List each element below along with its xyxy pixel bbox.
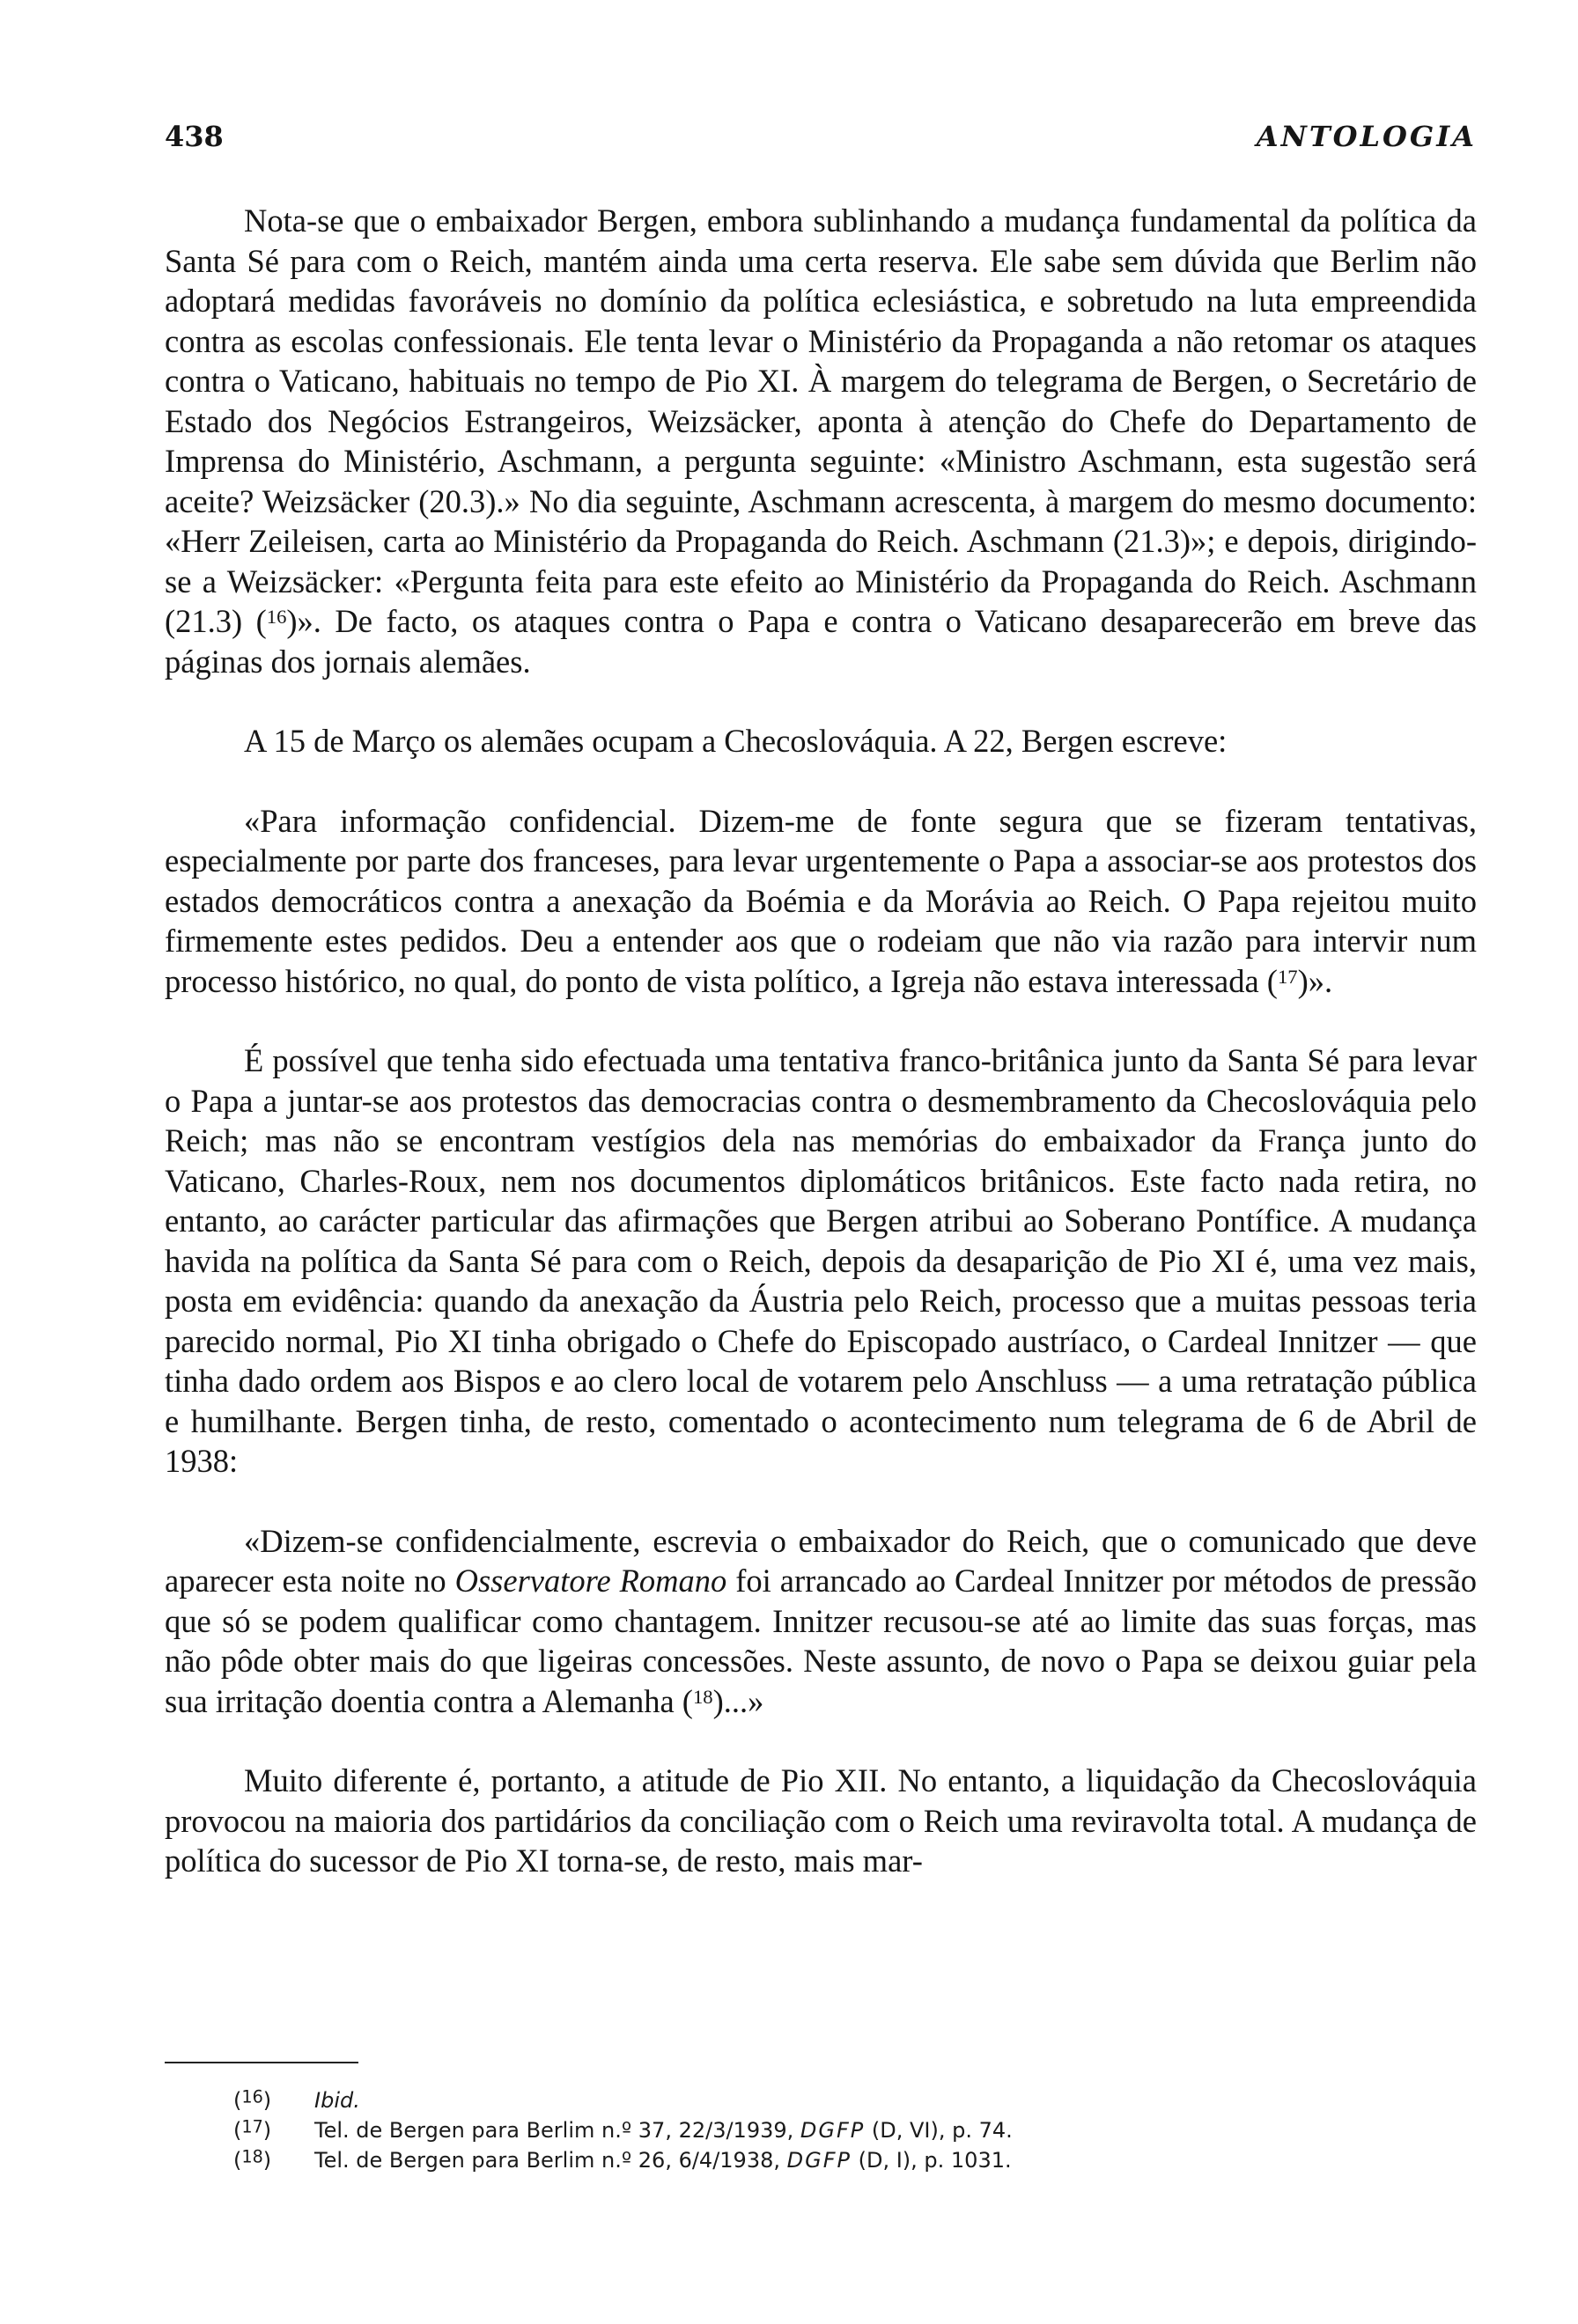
quote-2 [165,1521,1477,1722]
footnote-separator [165,2062,358,2063]
footnote-text-post: (D, VI), p. 74. [865,2118,1013,2143]
footnote-mark-close: ) [262,2088,272,2113]
footnote-17 [233,2115,1378,2145]
paragraph-1-text-a: Nota-se que o embaixador Bergen, embora sublinhando a mudança fundamental da política da Santa Sé para com o Reich, mantém ainda uma certa reserva. Ele sabe sem dúvida que Berlim não adoptará medidas favoráveis no domínio da política eclesiástica, e sobretudo na luta empreendida contra as escolas confessionais. Ele tenta levar o Ministério da Propaganda a não retomar os ataques contra o Vaticano, habituais no tempo de Pio XI. À margem do telegrama de Bergen, o Secretário de Estado dos Negócios Estrangeiros, Weizsäcker, aponta à atenção do Chefe do Departamento de Imprensa do Ministério, Aschmann, a pergunta seguinte: «Ministro Aschmann, esta sugestão será aceite? Weizsäcker (20.3).» No dia seguinte, Aschmann acrescenta, à margem do mesmo documento: «Herr Zeileisen, carta ao Ministério da Propaganda do Reich. Aschmann (21.3)»; e depois, dirigindo-se a Weizsäcker: «Pergunta feita para este efeito ao Ministério da Propaganda do Reich. Aschmann (21.3) ( [165,202,1477,639]
footnote-mark-open: ( [233,2118,242,2143]
footnote-source-title: DGFP [786,2148,852,2173]
footnote-mark-number: 18 [241,2146,263,2167]
footnote-source-title: DGFP [800,2118,866,2143]
footnote-mark-open: ( [233,2148,242,2173]
running-title: ANTOLOGIA [1256,120,1477,153]
footnote-mark [233,2115,314,2145]
footnote-16 [233,2085,1378,2115]
footnote-text-pre: Tel. de Bergen para Berlim n.º 37, 22/3/1939, [314,2118,800,2143]
footnote-text [314,2118,1013,2143]
body-text [165,201,1477,1881]
footnote-text [314,2088,360,2113]
footnotes [233,2085,1378,2175]
quote-2-text-a: «Dizem-se confidencialmente, escrevia o embaixador do Reich, que o comunicado que deve aparecer esta noite no [165,1522,1477,1599]
footnote-mark-close: ) [262,2118,272,2143]
paragraph-1-text-b: )». De facto, os ataques contra o Papa e contra o Vaticano desaparecerão em breve das páginas dos jornais alemães. [165,603,1477,680]
footnote-mark-number: 17 [241,2116,263,2137]
footnote-ibid: Ibid. [314,2088,360,2113]
footnote-text-pre: Tel. de Bergen para Berlim n.º 26, 6/4/1938, [314,2148,787,2173]
quote-1 [165,801,1477,1002]
footnote-ref-16: 16 [266,605,287,628]
paragraph-1 [165,201,1477,681]
paragraph-6: Muito diferente é, portanto, a atitude de Pio XII. No entanto, a liquidação da Checoslováquia provocou na maioria dos partidários da conciliação com o Reich uma reviravolta total. A mudança de política do sucessor de Pio XI torna-se, de resto, mais mar- [165,1762,1477,1879]
quote-2-text-b: foi arrancado ao Cardeal Innitzer por métodos de pressão que só se podem qualificar como chantagem. Innitzer recusou-se até ao limite das suas forças, mas não pôde obter mais do que ligeiras concessões. Neste assunto, de novo o Papa se deixou guiar pela sua irritação doentia contra a Alemanha ( [165,1563,1477,1719]
footnote-text-post: (D, I), p. 1031. [851,2148,1012,2173]
quote-2-text-c: )...» [712,1682,764,1719]
page-header [165,120,1477,164]
footnote-text [314,2148,1012,2173]
footnote-ref-18: 18 [692,1685,713,1708]
paragraph-2: A 15 de Março os alemães ocupam a Checoslováquia. A 22, Bergen escreve: [244,723,1228,759]
paragraph-4: É possível que tenha sido efectuada uma tentativa franco-britânica junto da Santa Sé para levar o Papa a juntar-se aos protestos das democracias contra o desmembramento da Checoslováquia pelo Reich; mas não se encontram vestígios dela nas memórias do embaixador da França junto do Vaticano, Charles-Roux, nem nos documentos diplomáticos britânicos. Este facto nada retira, no entanto, ao carácter particular das afirmações que Bergen atribui ao Soberano Pontífice. A mudança havida na política da Santa Sé para com o Reich, depois da desaparição de Pio XI é, uma vez mais, posta em evidência: quando da anexação da Áustria pelo Reich, processo que a muitas pessoas teria parecido normal, Pio XI tinha obrigado o Chefe do Episcopado austríaco, o Cardeal Innitzer — que tinha dado ordem aos Bispos e ao clero local de votarem pelo Anschluss — a uma retratação pública e humilhante. Bergen tinha, de resto, comentado o acontecimento num telegrama de 6 de Abril de 1938: [165,1042,1477,1479]
footnote-mark [233,2145,314,2175]
footnote-18 [233,2145,1378,2175]
footnote-mark-open: ( [233,2088,242,2113]
newspaper-title: Osservatore Romano [454,1563,727,1599]
quote-1-text-a: «Para informação confidencial. Dizem-me de fonte segura que se fizeram tentativas, especialmente por parte dos franceses, para levar urgentemente o Papa a associar-se aos protestos dos estados democráticos contra a anexação da Boémia e da Morávia ao Reich. O Papa rejeitou muito firmemente estes pedidos. Deu a entender aos que o rodeiam que não via razão para intervir num processo histórico, no qual, do ponto de vista político, a Igreja não estava interessada ( [165,802,1477,999]
footnote-ref-17: 17 [1277,965,1298,988]
quote-1-text-b: )». [1297,962,1333,999]
footnote-mark-number: 16 [241,2086,263,2107]
page-number: 438 [165,120,224,153]
footnote-mark-close: ) [262,2148,272,2173]
footnote-mark [233,2085,314,2115]
